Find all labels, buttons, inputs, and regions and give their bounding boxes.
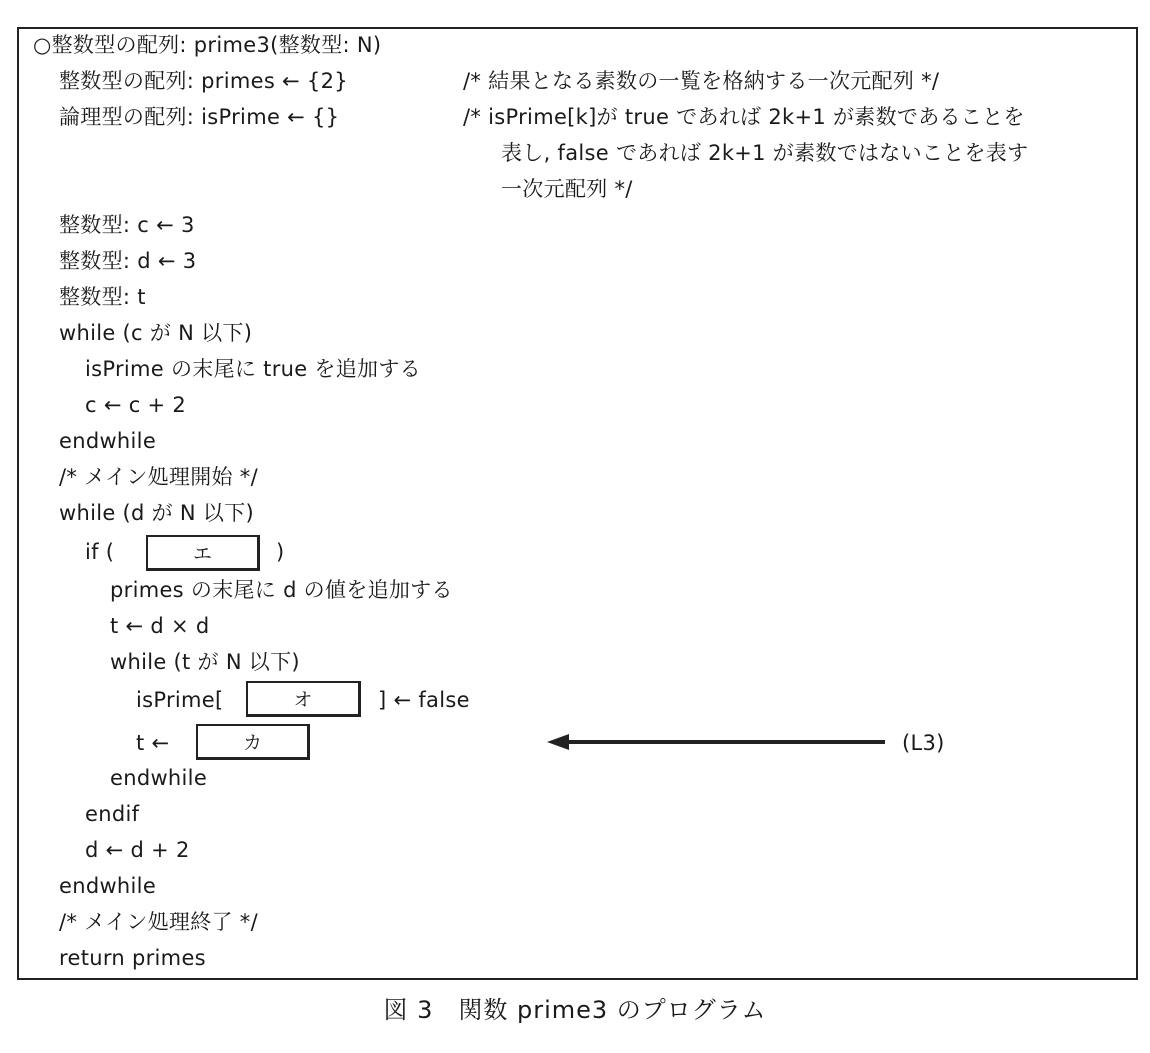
append-true: isPrime の末尾に true を追加する bbox=[85, 357, 421, 381]
comment-primes: /* 結果となる素数の一覧を格納する一次元配列 */ bbox=[463, 69, 940, 93]
while-t: while (t が N 以下) bbox=[110, 650, 300, 674]
endwhile-2: endwhile bbox=[110, 766, 208, 790]
c-increment: c ← c + 2 bbox=[85, 393, 187, 417]
d-increment: d ← d + 2 bbox=[85, 838, 190, 862]
comment-isprime-1: /* isPrime[k]が true であれば 2k+1 が素数であることを bbox=[463, 105, 1025, 129]
blank-o-label: オ bbox=[293, 689, 313, 711]
decl-isprime: 論理型の配列: isPrime ← {} bbox=[59, 105, 340, 129]
endwhile-3: endwhile bbox=[59, 874, 157, 898]
decl-primes: 整数型の配列: primes ← {2} bbox=[59, 69, 348, 93]
t-arrow: t ← bbox=[136, 731, 170, 755]
comment-isprime-2: 表し, false であれば 2k+1 が素数ではないことを表す bbox=[501, 141, 1029, 165]
return-line: return primes bbox=[59, 946, 206, 970]
t-assign: t ← d × d bbox=[110, 614, 210, 638]
endwhile-1: endwhile bbox=[59, 429, 157, 453]
blank-ka-box bbox=[196, 724, 310, 760]
decl-t: 整数型: t bbox=[59, 285, 146, 309]
decl-d: 整数型: d ← 3 bbox=[59, 249, 197, 273]
decl-c: 整数型: c ← 3 bbox=[59, 213, 195, 237]
comment-isprime-3: 一次元配列 */ bbox=[501, 177, 633, 201]
blank-o-box bbox=[246, 681, 361, 717]
endif: endif bbox=[85, 802, 140, 826]
l3-label: (L3) bbox=[902, 731, 945, 755]
function-header: ○整数型の配列: prime3(整数型: N) bbox=[33, 33, 382, 57]
while-d: while (d が N 以下) bbox=[59, 501, 254, 525]
blank-ka-label: カ bbox=[242, 732, 262, 754]
main-start-comment: /* メイン処理開始 */ bbox=[59, 465, 258, 489]
while-c: while (c が N 以下) bbox=[59, 321, 253, 345]
blank-e-label: エ bbox=[192, 543, 212, 565]
l3-arrow bbox=[545, 731, 890, 753]
if-open: if ( bbox=[85, 540, 115, 564]
isprime-close: ] ← false bbox=[378, 688, 470, 712]
blank-e-box bbox=[146, 535, 260, 571]
append-d: primes の末尾に d の値を追加する bbox=[110, 578, 453, 602]
main-end-comment: /* メイン処理終了 */ bbox=[59, 910, 258, 934]
isprime-open: isPrime[ bbox=[136, 688, 224, 712]
figure-caption: 図 3 関数 prime3 のプログラム bbox=[383, 996, 767, 1024]
if-close: ) bbox=[276, 540, 285, 564]
